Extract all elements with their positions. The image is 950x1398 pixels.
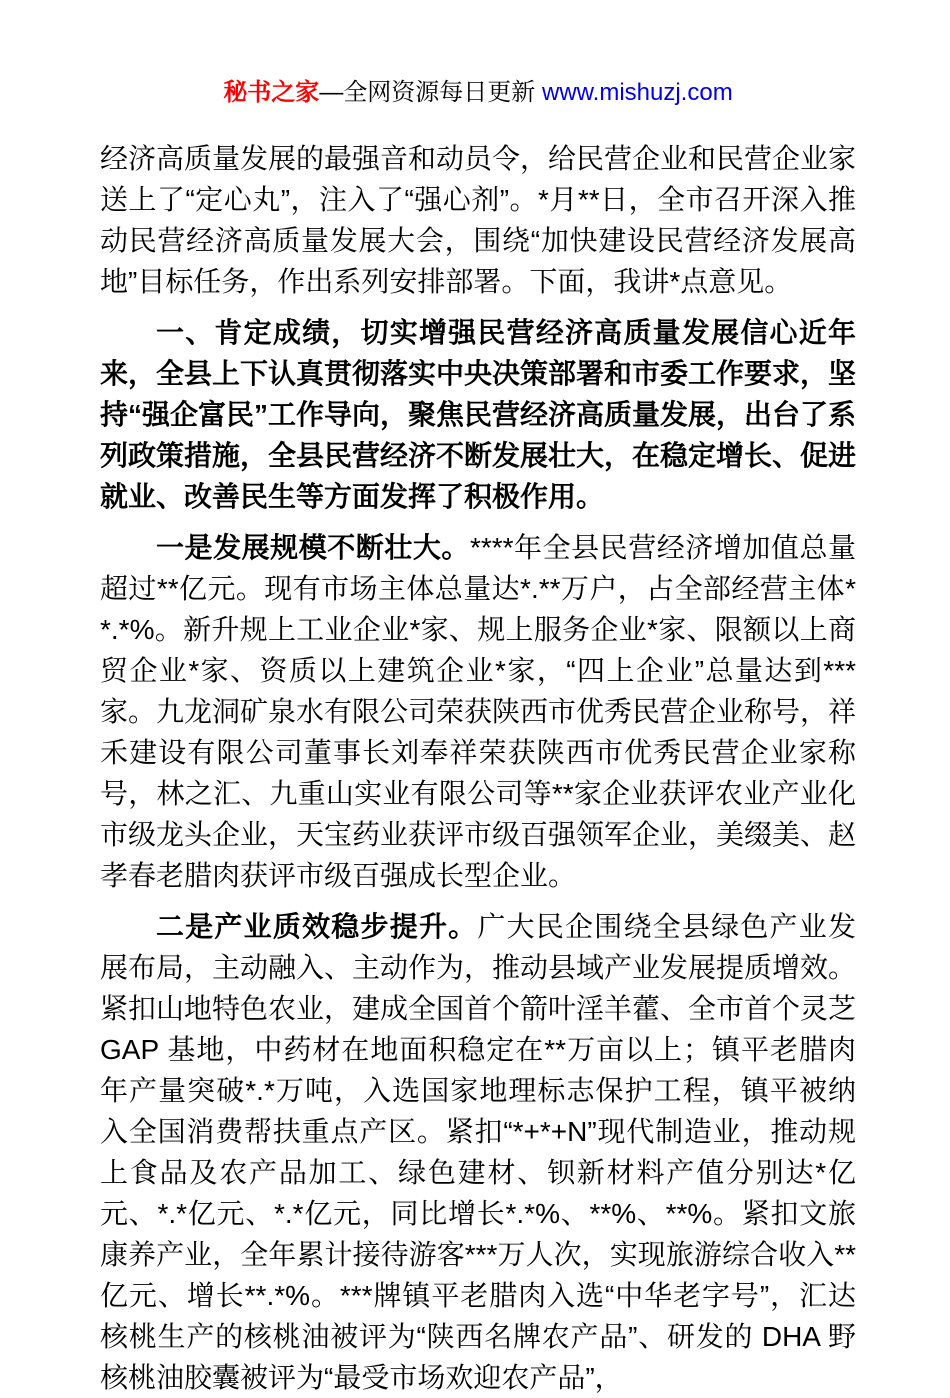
paragraph-point-one-text: ****年全县民营经济增加值总量超过**亿元。现有市场主体总量达*.**万户，占全部经营主体**.*%。新升规上工业企业*家、规上服务企业*家、限额以上商贸企业*家、资质以上建筑企业*家，“四上企业”总量达到***家。九龙洞矿泉水有限公司荣获陕西市优秀民营企业称号，祥禾建设有限公司董事长刘奉祥荣获陕西市优秀民营企业家称号，林之汇、九重山实业有限公司等**家企业获评农业产业化市级龙头企业，天宝药业获评市级百强领军企业，美缀美、赵孝春老腊肉获评市级百强成长型企业。: [100, 532, 857, 891]
paragraph-intro: [100, 138, 856, 302]
site-name: 秘书之家: [223, 79, 320, 106]
site-tagline: —全网资源每日更新: [319, 79, 542, 106]
document-body: [100, 138, 856, 1398]
paragraph-intro-text: 经济高质量发展的最强音和动员令，给民营企业和民营企业家送上了“定心丸”，注入了“强心剂”。*月**日，全市召开深入推动民营经济高质量发展大会，围绕“加快建设民营经济发展高地”目标任务，作出系列安排部署。下面，我讲*点意见。: [100, 143, 857, 297]
site-url-link[interactable]: www.mishuzj.com: [541, 79, 733, 106]
site-header: [100, 76, 856, 110]
paragraph-point-one-lead: 一是发展规模不断壮大。: [156, 532, 470, 563]
paragraph-point-two-text: 广大民企围绕全县绿色产业发展布局，主动融入、主动作为，推动县域产业发展提质增效。紧扣山地特色农业，建成全国首个箭叶淫羊藿、全市首个灵芝 GAP 基地，中药材在地面积稳定在**万亩以上；镇平老腊肉年产量突破*.*万吨，入选国家地理标志保护工程，镇平被纳入全国消费帮扶重点产区。紧扣“*+*+N”现代制造业，推动规上食品及农产品加工、绿色建材、钡新材料产值分别达*亿元、*.*亿元、*.*亿元，同比增长*.*%、**%、**%。紧扣文旅康养产业，全年累计接待游客***万人次，实现旅游综合收入**亿元、增长**.*%。***牌镇平老腊肉入选“中华老字号”，汇达核桃生产的核桃油被评为“陕西名牌农产品”、研发的 DHA 野核桃油胶囊被评为“最受市场欢迎农产品”，: [100, 911, 857, 1393]
paragraph-point-two-lead: 二是产业质效稳步提升。: [156, 911, 478, 942]
paragraph-point-two: [100, 906, 856, 1398]
paragraph-point-one: [100, 527, 856, 896]
paragraph-section-one-heading: [100, 312, 856, 517]
paragraph-section-one-heading-text: 一、肯定成绩，切实增强民营经济高质量发展信心近年来，全县上下认真贯彻落实中央决策部署和市委工作要求，坚持“强企富民”工作导向，聚焦民营经济高质量发展，出台了系列政策措施，全县民营经济不断发展壮大，在稳定增长、促进就业、改善民生等方面发挥了积极作用。: [100, 317, 857, 512]
